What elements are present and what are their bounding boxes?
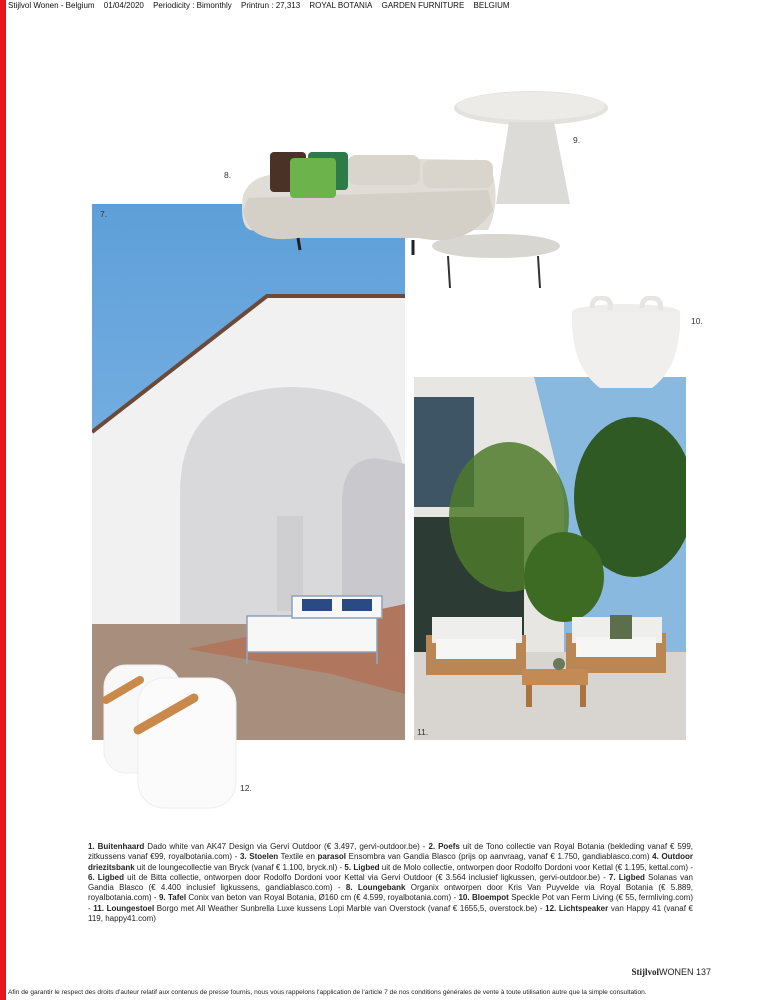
caption-item-text: uit de loungecollectie van Bryck (vanaf € 1.100, bryck.nl) - xyxy=(134,862,345,872)
printrun: Printrun : 27,313 xyxy=(241,1,301,10)
photo-garden-lounge-chairs xyxy=(414,377,686,740)
caption-item-text: uit de Molo collectie, ontworpen door Rodolfo Dordoni voor Kettal (€ 1.195, kettal.com) - xyxy=(379,862,693,872)
caption-item-title: 4. Outdoor driezitsbank xyxy=(88,852,693,872)
caption-item-title: parasol xyxy=(317,852,347,862)
caption-item-title: 1. Buitenhaard xyxy=(88,842,145,851)
label-12: 12. xyxy=(240,783,252,793)
page-folio xyxy=(631,967,711,977)
publication-name: Stijlvol Wonen - Belgium xyxy=(8,1,95,10)
client-name: ROYAL BOTANIA xyxy=(309,1,373,10)
caption-item-title: 12. Lichtspeaker xyxy=(545,903,609,913)
magazine-section: WONEN xyxy=(658,967,694,977)
caption-item-text: Dado white van AK47 Design via Gervi Outdoor (€ 3.497, gervi-outdoor.be) - xyxy=(144,842,429,851)
caption-item-text: uit de Bitta collectie, ontworpen door Rodolfo Dordoni voor Kettal via Gervi Outdoor (€ 3.564 inclusief ligkussen, gervi-outdoor.be) - xyxy=(124,872,609,882)
flower-pot-speckle-image xyxy=(570,296,682,396)
topic: GARDEN FURNITURE xyxy=(381,1,465,10)
caption-item-title: 9. Tafel xyxy=(158,893,187,903)
clipping-header xyxy=(8,0,517,12)
label-10: 10. xyxy=(691,316,703,326)
caption-item-text: Organix ontworpen door Kris Van Puyvelde via Royal Botania (€ 5.889, royalbotania.com) - xyxy=(88,883,694,903)
caption-item-title: 2. Poefs xyxy=(428,842,460,851)
table-conix-image xyxy=(452,88,610,208)
product-caption xyxy=(88,842,693,924)
magazine-brand: Stijlvol xyxy=(631,967,659,977)
page-number: 137 xyxy=(695,967,711,977)
left-red-bar xyxy=(0,0,6,1000)
periodicity: Periodicity : Bimonthly xyxy=(153,1,232,10)
light-speaker-image xyxy=(102,660,240,810)
caption-item-title: 5. Ligbed xyxy=(344,862,380,872)
caption-item-text: Borgo met All Weather Sunbrella Luxe kussens Lopi Marble van Overstock (vanaf € 1655,5, overstock.be) - xyxy=(154,903,546,913)
label-7: 7. xyxy=(100,209,108,219)
caption-item-text: Ensombra van Gandia Blasco (prijs op aanvraag, vanaf € 1.750, gandiablasco.com) xyxy=(346,852,653,862)
caption-item-text: van Happy 41 (vanaf € 119, happy41.com) xyxy=(88,903,694,924)
caption-item-title: 11. Loungestoel xyxy=(93,903,155,913)
caption-item-text: Conix van beton van Royal Botania, Ø160 cm (€ 4.599, royalbotania.com) - xyxy=(186,893,459,903)
caption-item-title: 7. Ligbed xyxy=(608,872,645,882)
copyright-footer: Afin de garantir le respect des droits d'auteur relatif aux contenus de presse fournis, nous vous rappelons l'application de l'article 7 de nos conditions générales de vente à toute utilisation autre que la simple consultation. xyxy=(8,989,647,996)
caption-item-title: 8. Loungebank xyxy=(345,883,406,893)
caption-item-title: 3. Stoelen xyxy=(239,852,279,862)
publication-date: 01/04/2020 xyxy=(103,1,144,10)
label-11: 11. xyxy=(417,727,429,737)
garden-illustration xyxy=(414,377,686,740)
label-8: 8. xyxy=(224,170,232,180)
country: BELGIUM xyxy=(473,1,510,10)
caption-item-title: 6. Ligbed xyxy=(88,872,125,882)
caption-item-text: Solanas van Gandia Blasco (€ 4.400 inclusief ligkussens, gandiablasco.com) - xyxy=(88,872,693,893)
label-9: 9. xyxy=(573,135,581,145)
caption-item-title: 10. Bloempot xyxy=(458,893,509,903)
caption-item-text: Speckle Pot van Ferm Living (€ 55, fermliving.com) - xyxy=(88,893,694,913)
caption-item-text: Textile en xyxy=(278,852,318,862)
caption-item-text: uit de Tono collectie van Royal Botania (bekleding vanaf € 599, zitkussens vanaf €99, royalbotania.com) - xyxy=(88,842,694,862)
